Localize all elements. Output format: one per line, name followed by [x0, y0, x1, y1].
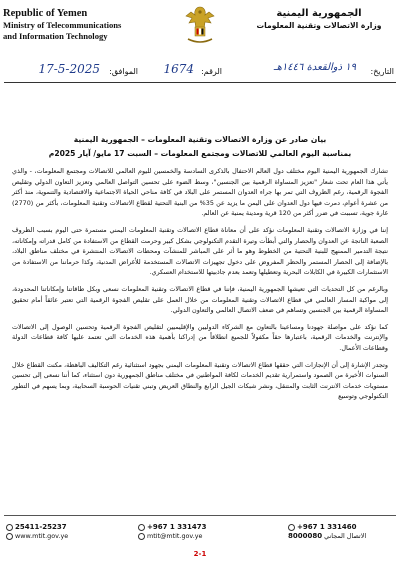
- ministry-name-ar: وزارة الاتصالات وتقنية المعلومات: [256, 21, 382, 30]
- pobox-icon: [6, 524, 13, 531]
- country-name-en: Republic of Yemen: [3, 8, 88, 19]
- phone-number-2: +967 1 331473: [147, 523, 207, 531]
- body-paragraph-2: إننا في وزارة الاتصالات وتقنية المعلومات نؤكد على أن معاناة قطاع الاتصالات وتقنية المعلومات اليمني مستمرة حتى اليوم بسبب الظروف الصعبة الناتجة عن العدوان والحصار والتي أبطأت وتيرة التقدم التكنولوجي بشكل كبير وحرمت القطاع من الاستفادة من كامل قدراته وإمكاناته، نتيجة التدمير الممنهج للبنية التحتية من الخطوط وهو ما أثر على المباشر للمنشآت ومحطات الاتصالات المنتشرة في مختلف مناطق البلاد، بالإضافة إلى الحصار المستمر والحظر المفروض على دخول تجهيزات الاتصالات المستخدمة للأغراض المدنية، وكذا حرماننا من الاستفادة من الاستثمارات الكبيرة في الكابلات البحرية وتعطيلها وتعمد بعدم جاذبيتها للاستخدام العسكري.: [12, 225, 388, 277]
- ministry-name-en-2: and Information Technology: [3, 31, 108, 41]
- yemen-emblem-icon: [178, 3, 222, 47]
- gregorian-date: 17-5-2025: [38, 62, 100, 76]
- phone-icon: [138, 524, 145, 531]
- gregorian-label: الموافق:: [109, 67, 138, 76]
- email-address: mtit@mtit.gov.ye: [147, 532, 203, 540]
- heading-line-2: بمناسبة اليوم العالمي للاتصالات ومجتمع المعلومات – السبت 17 مايو/ آيار 2025م: [48, 149, 352, 158]
- page-number: 2-1: [193, 550, 207, 558]
- country-name-ar: الجمهورية اليمنية: [276, 8, 362, 19]
- footer-email-column: [138, 523, 206, 541]
- globe-icon: [6, 533, 13, 540]
- letterhead: [0, 0, 400, 62]
- toll-free-number: 8000080: [288, 532, 323, 540]
- letterhead-arabic: [244, 8, 394, 32]
- body-paragraph-5: وتجدر الإشارة إلى أن الإنجازات التي حققها قطاع الاتصالات وتقنية المعلومات اليمني بجهود استثنائية رغم التكاليف الباهظة، مكنت القطاع خلال السنوات الأخيرة من الصمود واستمرارية تقديم الخدمات لكافة المواطنين في مختلف مناطق الجمهورية دون استثناء، كما أننا نسعى إلى تحسين مستويات خدمات الانترنت الثابت والمتنقل، ونشر شبكات الجيل الرابع والنطاق العريض وتبني تقنيات الحوسبة السحابية، وبما يسهم في التطور التكنولوجي وتوسيع: [12, 360, 388, 401]
- website: www.mtit.gov.ye: [15, 532, 69, 540]
- hijri-date: ١٩ ذوالقعدة ١٤٤٦هـ: [273, 62, 356, 73]
- statement-body: [12, 166, 388, 408]
- ministry-name-en-1: Ministry of Telecommunications: [3, 19, 122, 30]
- fax-icon: [288, 524, 295, 531]
- footer-divider: [4, 515, 396, 516]
- footer-web-column: [6, 523, 68, 541]
- body-paragraph-1: تشارك الجمهورية اليمنية اليوم مختلف دول العالم الاحتفال بالذكرى السادسة والخمسين لليوم العالمي للاتصالات ومجتمع المعلومات، - والذي يأتي هذا العام تحت شعار "تعزيز المساواة الرقمية بين الجنسين"، وسط الضوء على تحسين التواصل العالمي وتعزيز التعاون الدولي وتقليص الفجوة الرقمية، رغم الظروف التي تمر بها جراء العدوان المستمر على البلاد في كافة مناحي الحياة الاجتماعية والاقتصادية والتنموية، منذ أكثر من عشرة أعوام، دمرت فيها دول العدوان على اليمن ما يزيد عن 35% من البنية التحتية لقطاع الاتصالات وتقنية المعلومات، بأكثر من (2770) غارة جوية، تسببت في ضرر أكثر من 120 قرية ومدينة يمنية عن العالم.: [12, 167, 388, 218]
- email-icon: [138, 533, 145, 540]
- phone-number-1: +967 1 331460: [297, 523, 357, 531]
- pobox-number: 25411-25237: [15, 523, 67, 531]
- header-divider: [4, 82, 396, 83]
- ref-number-label: الرقم:: [201, 67, 222, 76]
- ref-number: 1674: [163, 62, 194, 76]
- date-label: التاريخ:: [370, 67, 394, 76]
- statement-heading: [10, 133, 390, 161]
- body-paragraph-4: كما نؤكد على مواصلة جهودنا ومساعينا بالتعاون مع الشركاء الدوليين والإقليميين لتقليص الفجوة الرقمية وتحسين الوصول إلى الاتصالات والإنترنت والخدمات الرقمية، باعتبارها حقاً مكفولاً للجميع انطلاقاً من إدراكنا بأهمية هذه الخدمات التي تعتمد عليها كافة قطاعات الدولة وقطاعات الأعمال.: [12, 322, 388, 352]
- body-paragraph-3: وبالرغم من كل التحديات التي تعيشها الجمهورية اليمنية، فإننا في قطاع الاتصالات وتقنية المعلومات نسعى وبكل طاقاتنا وإمكاناتنا المحدودة، إلى مواكبة المسار العالمي في قطاع الاتصالات وتقنية المعلومات من خلال العمل على تقليص الفجوة الرقمية التي تعتبر عائقاً أمام تحقيق المساواة الرقمية بين الجنسين وتساهم في ضعف الاتصال العالمي والتعاون الدولي.: [12, 284, 388, 315]
- letterhead-english: [3, 8, 143, 43]
- reference-row: [0, 60, 400, 82]
- footer-phone-column: [288, 523, 366, 541]
- toll-free-label: الاتصال المجاني: [324, 532, 367, 540]
- heading-line-1: بيان صادر عن وزارة الاتصالات وتقنية المعلومات – الجمهورية اليمنية: [73, 135, 327, 144]
- letterhead-footer: [0, 515, 400, 561]
